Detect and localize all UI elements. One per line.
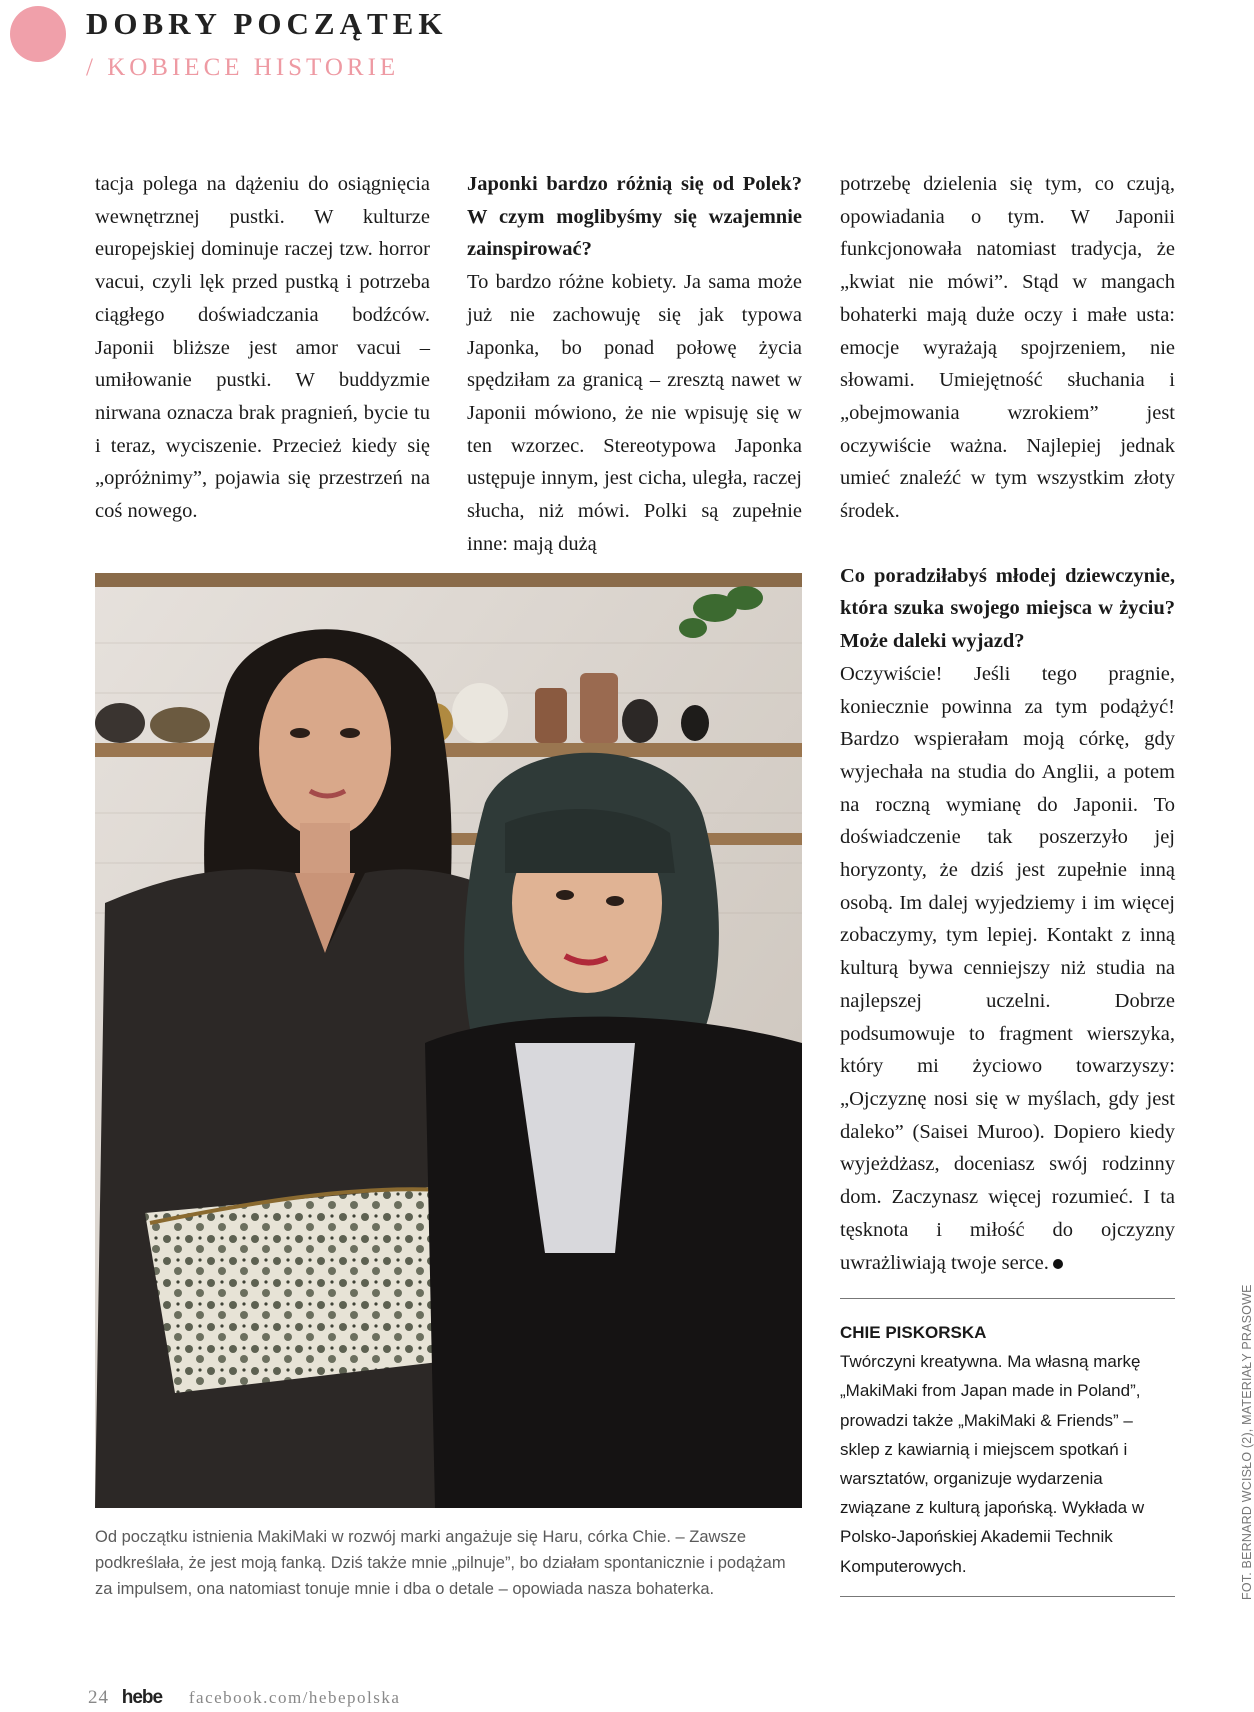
page-number: 24 <box>88 1687 109 1708</box>
brand-logo: hebe <box>121 1687 163 1708</box>
section-title: DOBRY POCZĄTEK <box>86 6 448 41</box>
interview-question: Japonki bardzo różnią się od Polek? W czym moglibyśmy się wzajemnie zainspirować? <box>467 173 802 261</box>
bio-text: Twórczyni kreatywna. Ma własną markę „MakiMaki from Japan made in Poland”, prowadzi także „MakiMaki & Friends” – sklep z kawiarnią i miejscem spotkań i warsztatów, organizuje wydarzenia związane z kulturą japońską. Wykłada w Polsko-Japońskiej Akademii Technik Komputerowych. <box>840 1352 1145 1576</box>
footer-url[interactable]: facebook.com/hebepolska <box>188 1688 401 1707</box>
article-column-3 <box>840 168 1175 1279</box>
bio-box <box>840 1318 1175 1581</box>
bio-name: CHIE PISKORSKA <box>840 1323 987 1342</box>
end-mark-icon <box>1053 1259 1063 1269</box>
portrait-photo <box>95 573 802 1508</box>
article-column-2 <box>467 168 802 560</box>
article-column-1 <box>95 168 430 528</box>
section-dot <box>10 6 66 62</box>
interview-answer <box>840 658 1175 1279</box>
page-footer <box>88 1687 400 1709</box>
paragraph: potrzebę dzielenia się tym, co czują, opowiadania o tym. W Japonii funkcjonowała natomiast tradycja, że „kwiat nie mówi”. Stąd w mangach bohaterki mają duże oczy i małe usta: emocje wyrażają spojrzeniem, nie słowami. Umiejętność słuchania i „obejmowania wzrokiem” jest oczywiście ważna. Najlepiej jednak umieć znaleźć w tym wszystkim złoty środek. <box>840 173 1175 523</box>
photo-illustration <box>95 573 802 1508</box>
bio-divider-top <box>840 1298 1175 1299</box>
paragraph: tacja polega na dążeniu do osiągnięcia wewnętrznej pustki. W kulturze europejskiej dominuje raczej tzw. horror vacui, czyli lęk przed pustką i potrzeba ciągłego doświadczania bodźców. Japonii bliższe jest amor vacui – umiłowanie pustki. W buddyzmie nirwana oznacza brak pragnień, bycie tu i teraz, wyciszenie. Przecież kiedy się „opróżnimy”, pojawia się przestrzeń na coś nowego. <box>95 173 430 523</box>
photo-caption: Od początku istnienia MakiMaki w rozwój marki angażuje się Haru, córka Chie. – Zawsze podkreślała, że jest moją fanką. Dziś także mnie „pilnuje”, bo działam spontanicznie i podążam za impulsem, ona natomiast tonuje mnie i dba o detale – opowiada nasza bohaterka. <box>95 1528 786 1598</box>
interview-question: Co poradziłabyś młodej dziewczynie, która szuka swojego miejsca w życiu? Może daleki wyjazd? <box>840 564 1175 653</box>
interview-answer: To bardzo różne kobiety. Ja sama może już nie zachowuję się jak typowa Japonka, bo ponad połowę życia spędziłam za granicą – zresztą nawet w Japonii mówiono, że nie wpisuję się w ten wzorzec. Stereotypowa Japonka ustępuje innym, jest cicha, uległa, raczej słucha, niż mówi. Polki są zupełnie inne: mają dużą <box>467 271 802 555</box>
photo-credit: FOT. BERNARD WCISŁO (2), MATERIAŁY PRASOWE <box>1240 1284 1254 1600</box>
bio-divider-bottom <box>840 1596 1175 1597</box>
answer-text: Oczywiście! Jeśli tego pragnie, koniecznie powinna za tym podążyć! Bardzo wspierałam moją córkę, gdy wyjechała na studia do Anglii, a potem na roczną wymianę do Japonii. To doświadczenie tak poszerzyło jej horyzonty, że dziś jest zupełnie inną osobą. Im dalej wyjedziemy i im więcej zobaczymy, tym lepiej. Kontakt z inną kulturą bywa cenniejszy niż studia na najlepszej uczelni. Dobrze podsumowuje to fragment wierszyka, który mi życiowo towarzyszy: „Ojczyznę nosi się w myślach, gdy jest daleko” (Saisei Muroo). Dopiero kiedy wyjeżdżasz, doceniasz swój rodzinny dom. Zaczynasz więcej rozumieć. I ta tęsknota i miłość do ojczyzny uwrażliwiają twoje serce. <box>840 662 1175 1274</box>
section-subtitle: / KOBIECE HISTORIE <box>86 54 400 81</box>
